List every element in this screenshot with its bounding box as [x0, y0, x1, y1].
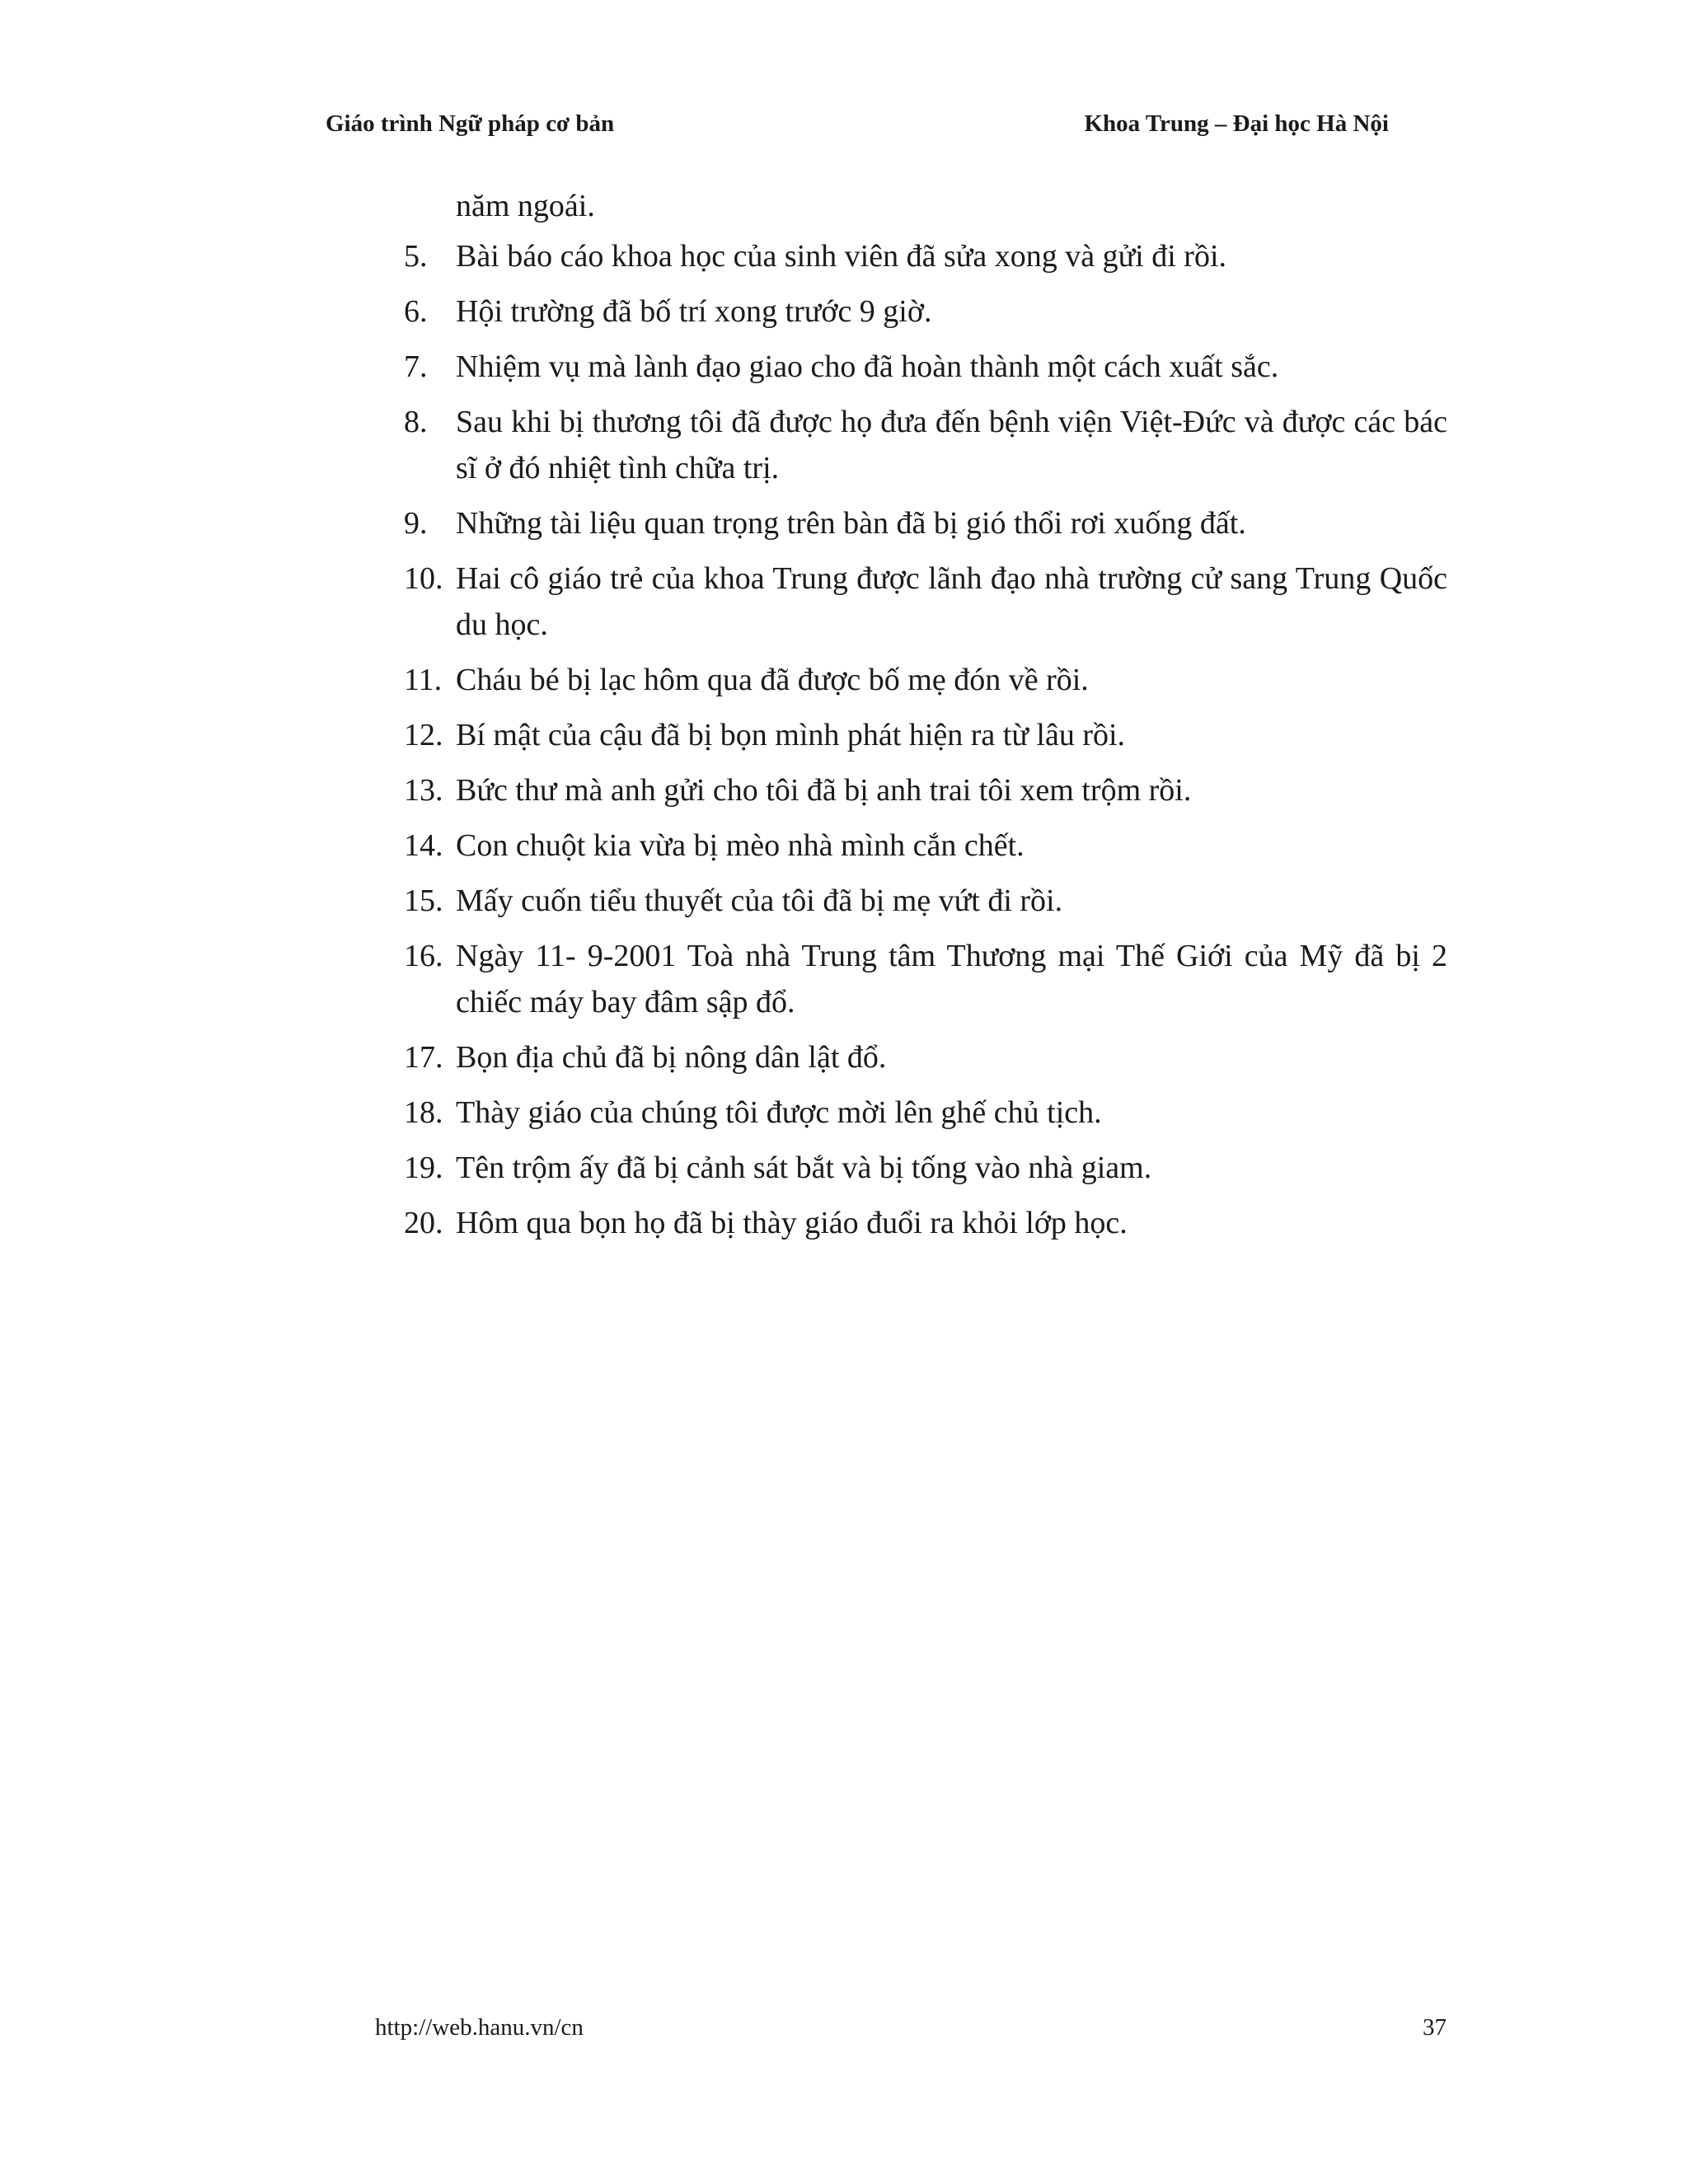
item-text: Sau khi bị thương tôi đã được họ đưa đến bệnh viện Việt-Đức và được các bác sĩ ở đó nhiệt tình chữa trị.	[456, 405, 1447, 485]
faculty-name: Khoa Trung – Đại học Hà Nội	[1084, 110, 1389, 137]
item-number: 15.	[404, 883, 443, 918]
item-text: Bài báo cáo khoa học của sinh viên đã sửa xong và gửi đi rồi.	[456, 239, 1227, 274]
item-text: Hai cô giáo trẻ của khoa Trung được lãnh đạo nhà trường cử sang Trung Quốc du học.	[456, 561, 1447, 642]
item-number: 10.	[404, 561, 443, 596]
item-text: Hôm qua bọn họ đã bị thày giáo đuổi ra khỏi lớp học.	[456, 1206, 1128, 1240]
item-number: 20.	[404, 1206, 443, 1240]
list-item	[404, 767, 1447, 813]
page-footer	[375, 2011, 1447, 2044]
item-text: Hội trường đã bố trí xong trước 9 giờ.	[456, 294, 932, 329]
item-text: Những tài liệu quan trọng trên bàn đã bị gió thổi rơi xuống đất.	[456, 506, 1246, 541]
list-item	[404, 657, 1447, 703]
list-item	[404, 878, 1447, 924]
list-item	[404, 1090, 1447, 1136]
item-number: 14.	[404, 828, 443, 863]
list-item	[404, 233, 1447, 279]
item-number: 18.	[404, 1095, 443, 1130]
page-number: 37	[1423, 2013, 1447, 2041]
list-item	[404, 555, 1447, 648]
item-text: Bọn địa chủ đã bị nông dân lật đổ.	[456, 1040, 887, 1075]
item-text: Cháu bé bị lạc hôm qua đã được bố mẹ đón về rồi.	[456, 663, 1089, 697]
list-item	[404, 399, 1447, 491]
item-number: 8.	[404, 405, 428, 439]
list-item	[404, 712, 1447, 758]
item-number: 9.	[404, 506, 428, 541]
item-number: 6.	[404, 294, 428, 329]
exercise-list	[404, 233, 1447, 1255]
list-item	[404, 1145, 1447, 1191]
item-number: 7.	[404, 349, 428, 384]
list-item	[404, 288, 1447, 335]
continuation-text: năm ngoái.	[456, 189, 595, 223]
item-text: Con chuột kia vừa bị mèo nhà mình cắn chết.	[456, 828, 1025, 863]
item-text: Mấy cuốn tiểu thuyết của tôi đã bị mẹ vứt đi rồi.	[456, 883, 1063, 918]
footer-url: http://web.hanu.vn/cn	[375, 2013, 584, 2041]
list-item	[404, 1200, 1447, 1246]
list-item	[404, 500, 1447, 546]
item-text: Ngày 11- 9-2001 Toà nhà Trung tâm Thương mại Thế Giới của Mỹ đã bị 2 chiếc máy bay đâm sập đổ.	[456, 939, 1447, 1019]
list-item	[404, 344, 1447, 390]
item-number: 17.	[404, 1040, 443, 1075]
item-number: 12.	[404, 718, 443, 752]
item-number: 16.	[404, 939, 443, 973]
item-text: Bí mật của cậu đã bị bọn mình phát hiện ra từ lâu rồi.	[456, 718, 1126, 752]
list-item	[404, 933, 1447, 1025]
item-text: Bức thư mà anh gửi cho tôi đã bị anh trai tôi xem trộm rồi.	[456, 773, 1192, 808]
book-title: Giáo trình Ngữ pháp cơ bản	[326, 110, 615, 137]
page-header	[326, 105, 1389, 142]
item-number: 19.	[404, 1151, 443, 1185]
item-number: 13.	[404, 773, 443, 808]
item-number: 5.	[404, 239, 428, 274]
list-item	[404, 823, 1447, 869]
item-text: Thày giáo của chúng tôi được mời lên ghế chủ tịch.	[456, 1095, 1102, 1130]
list-item	[404, 1034, 1447, 1080]
item-text: Tên trộm ấy đã bị cảnh sát bắt và bị tống vào nhà giam.	[456, 1151, 1152, 1185]
item-number: 11.	[404, 663, 443, 697]
item-text: Nhiệm vụ mà lành đạo giao cho đã hoàn thành một cách xuất sắc.	[456, 349, 1279, 384]
